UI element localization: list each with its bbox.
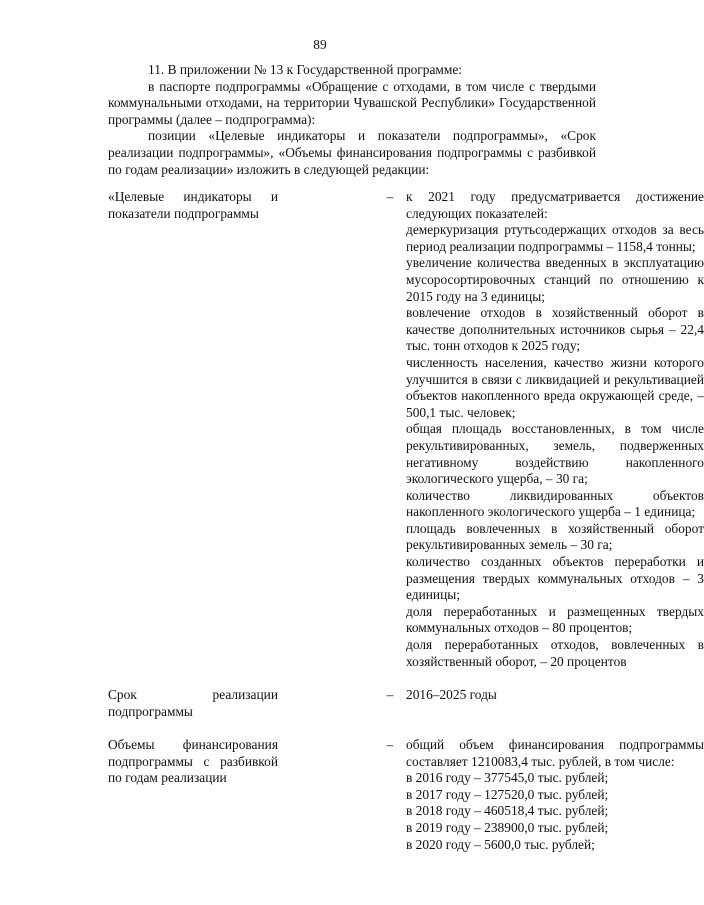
page-number: 89	[313, 37, 327, 52]
indicator-item: численность населения, качество жизни которого улучшится в связи с ликвидацией и рекультивацией объектов накопленного вреда окружающей среде, – 500,1 тыс. человек;	[406, 354, 704, 420]
row-dash: –	[386, 189, 394, 204]
row-label: Объемы финансирования подпрограммы с разбивкой по годам реализации	[108, 737, 278, 786]
period-item: 2016–2025 годы	[406, 687, 497, 702]
financing-item: в 2017 году – 127520,0 тыс. рублей;	[406, 786, 609, 802]
intro-paragraph: в паспорте подпрограммы «Обращение с отходами, в том числе с твердыми коммунальными отходами, на территории Чувашской Республики» Государственной программы (далее – подпрограмма):	[108, 78, 596, 127]
row-label: «Целевые индикаторы и показатели подпрограммы	[108, 189, 278, 221]
indicator-item: количество ликвидированных объектов накопленного экологического ущерба – 1 единица;	[406, 487, 704, 520]
financing-item: в 2020 году – 5600,0 тыс. рублей;	[406, 836, 595, 852]
intro-section	[108, 62, 596, 178]
indicator-item: доля переработанных отходов, вовлеченных в хозяйственный оборот, – 20 процентов	[406, 637, 704, 669]
indicator-item: общая площадь восстановленных, в том числе рекультивированных, земель, подверженных негативному воздействию накопленного экологического ущерба, – 30 га;	[406, 421, 704, 487]
intro-paragraph: позиции «Целевые индикаторы и показатели подпрограммы», «Срок реализации подпрограммы», «Объемы финансирования подпрограммы с разбивкой по годам реализации» изложить в следующей редакции:	[108, 128, 596, 177]
row-value	[406, 189, 704, 670]
row-label: Срок реализации подпрограммы	[108, 687, 278, 719]
row-dash: –	[386, 687, 394, 702]
indicator-item: доля переработанных и размещенных твердых коммунальных отходов – 80 процентов;	[406, 603, 704, 636]
financing-item: в 2018 году – 460518,4 тыс. рублей;	[406, 803, 609, 819]
financing-item: в 2016 году – 377545,0 тыс. рублей;	[406, 770, 609, 786]
indicator-item: площадь вовлеченных в хозяйственный оборот рекультивированных земель – 30 га;	[406, 520, 704, 553]
indicator-item: увеличение количества введенных в эксплуатацию мусоросортировочных станций по отношению к 2015 году на 3 единицы;	[406, 255, 704, 304]
indicator-item: демеркуризация ртутьсодержащих отходов за весь период реализации подпрограммы – 1158,4 тонны;	[406, 222, 704, 254]
row-dash: –	[386, 737, 394, 752]
indicator-item: количество созданных объектов переработки и размещения твердых коммунальных отходов – 3 единицы;	[406, 554, 704, 603]
row-value	[406, 737, 704, 853]
indicator-item: вовлечение отходов в хозяйственный оборот в качестве дополнительных источников сырья – 22,4 тыс. тонн отходов к 2025 году;	[406, 305, 704, 354]
financing-item: в 2019 году – 238900,0 тыс. рублей;	[406, 819, 609, 835]
indicator-item: к 2021 году предусматривается достижение следующих показателей:	[406, 189, 704, 221]
financing-item: общий объем финансирования подпрограммы составляет 1210083,4 тыс. рублей, в том числе:	[406, 737, 704, 769]
row-value	[406, 687, 704, 704]
intro-paragraph: 11. В приложении № 13 к Государственной программе:	[148, 62, 463, 77]
